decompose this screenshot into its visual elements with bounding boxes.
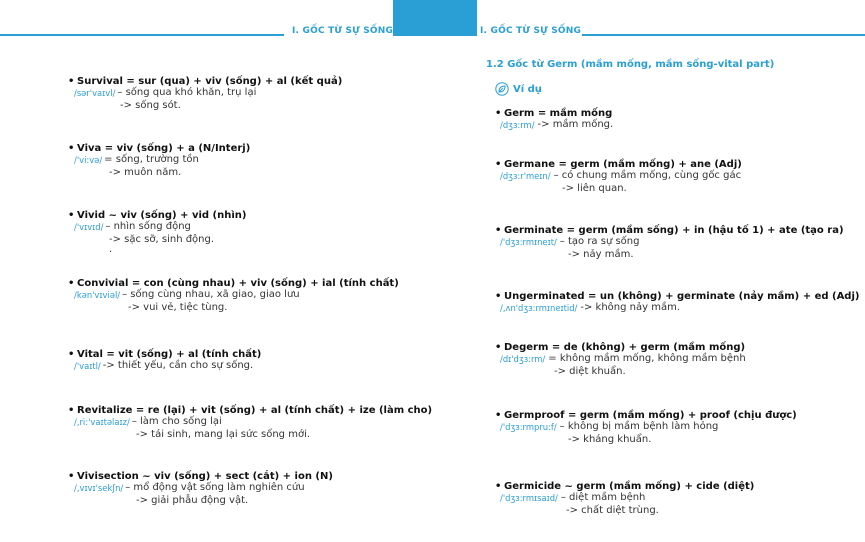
entry-formula: Survival = sur (qua) + viv (sống) + al (kết quả): [77, 76, 343, 87]
entry-meaning: – tạo ra sự sống: [559, 236, 640, 247]
entry-meaning: – làm cho sống lại: [131, 416, 222, 427]
entry-meaning: -> không nảy mầm.: [580, 302, 681, 313]
entry-formula: Vivisection ~ viv (sống) + sect (cắt) + ion (N): [77, 471, 333, 482]
entry-meaning: – nhìn sống động: [105, 221, 191, 232]
entry-vivisection: • Vivisection ~ viv (sống) + sect (cắt) + ion (N) /,vɪvɪ'sekʃn/ – mổ động vật sống làm nghiên cứu -> giải phẫu động vật.: [68, 471, 333, 506]
entry-result: -> vui vẻ, tiệc tùng.: [128, 302, 228, 313]
entry-formula: Germicide ~ germ (mầm mống) + cide (diệt): [504, 481, 755, 492]
entry-ipa: /'dʒɜ:rmɪneɪt/: [500, 237, 557, 247]
entry-convivial: • Convivial = con (cùng nhau) + viv (sống) + ial (tính chất) /kən'vɪviəl/ – sống cùng nhau, xã giao, giao lưu -> vui vẻ, tiệc tùng.: [68, 278, 399, 313]
header-rule-right: [582, 34, 865, 36]
entry-formula: Degerm = de (không) + germ (mầm mống): [504, 342, 746, 353]
entry-meaning: = không mầm mống, không mầm bệnh: [548, 353, 746, 364]
entry-viva: • Viva = viv (sống) + a (N/Interj) /'vi:və/ = sống, trường tồn -> muôn năm.: [68, 143, 251, 178]
entry-result: -> sặc sỡ, sinh động.: [109, 234, 215, 245]
entry-meaning: – sống cùng nhau, xã giao, giao lưu: [122, 289, 300, 300]
entry-result: -> liên quan.: [562, 183, 627, 194]
entry-ungerminated: • Ungerminated = un (không) + germinate (nảy mầm) + ed (Adj) /,ʌn'dʒɜ:rmɪneɪtid/ -> không nảy mầm.: [495, 291, 860, 313]
entry-meaning: – sống qua khó khăn, trụ lại: [117, 87, 257, 98]
entry-survival: • Survival = sur (qua) + viv (sống) + al (kết quả) /sər'vaɪvl/ – sống qua khó khăn, trụ lại -> sống sót.: [68, 76, 343, 111]
entry-meaning: -> thiết yếu, cần cho sự sống.: [102, 360, 254, 371]
entry-result: -> giải phẫu động vật.: [136, 495, 249, 506]
entry-vital: • Vital = vit (sống) + al (tính chất) /'vaɪtl/ -> thiết yếu, cần cho sự sống.: [68, 349, 262, 371]
entry-ipa: /'dʒɜ:rmpru:f/: [500, 422, 557, 432]
entry-formula: Germproof = germ (mầm mống) + proof (chịu được): [504, 410, 797, 421]
section-title: 1.2 Gốc từ Germ (mầm mống, mầm sống-vital part): [486, 59, 775, 70]
entry-ipa: /'vaɪtl/: [74, 361, 101, 371]
entry-formula: Germinate = germ (mầm sống) + in (hậu tố 1) + ate (tạo ra): [504, 225, 844, 236]
entry-ipa: /dʒɜ:rm/: [500, 120, 535, 130]
entry-ipa: /'vɪvɪd/: [74, 222, 104, 232]
entry-result: -> tái sinh, mang lại sức sống mới.: [136, 429, 311, 440]
entry-formula: Vital = vit (sống) + al (tính chất): [77, 349, 262, 360]
entry-result: -> muôn năm.: [109, 167, 182, 178]
entry-germicide: • Germicide ~ germ (mầm mống) + cide (diệt) /'dʒɜ:rmɪsaɪd/ – diệt mầm bệnh -> chất diệt trùng.: [495, 481, 755, 516]
entry-formula: Revitalize = re (lại) + vit (sống) + al (tính chất) + ize (làm cho): [77, 405, 433, 416]
entry-formula: Germ = mầm mống: [504, 108, 613, 119]
header-title-left: I. GỐC TỪ SỰ SỐNG: [292, 26, 394, 36]
entry-germ: • Germ = mầm mống /dʒɜ:rm/ -> mầm mống.: [495, 108, 614, 130]
entry-germane: • Germane = germ (mầm mống) + ane (Adj) /dʒɜ:r'meɪn/ – có chung mầm mống, cùng gốc gác -> liên quan.: [495, 159, 742, 194]
entry-result: -> kháng khuẩn.: [568, 434, 652, 445]
entry-formula: Germane = germ (mầm mống) + ane (Adj): [504, 159, 742, 170]
entry-revitalize: • Revitalize = re (lại) + vit (sống) + al (tính chất) + ize (làm cho) /,ri:'vaɪtəlaɪz/ – làm cho sống lại -> tái sinh, mang lại sức sống mới.: [68, 405, 433, 440]
entry-meaning: -> mầm mống.: [537, 119, 614, 130]
entry-result: -> nảy mầm.: [568, 249, 634, 260]
entry-ipa: /,ʌn'dʒɜ:rmɪneɪtid/: [500, 303, 578, 313]
entry-meaning: – không bị mầm bệnh làm hỏng: [559, 421, 719, 432]
entry-ipa: /dʒɜ:r'meɪn/: [500, 171, 551, 181]
entry-meaning: – có chung mầm mống, cùng gốc gác: [553, 170, 742, 181]
entry-ipa: /kən'vɪviəl/: [74, 290, 121, 300]
header-rule-left: [0, 34, 284, 36]
example-label: Ví dụ: [513, 83, 542, 95]
entry-result: -> sống sót.: [120, 100, 181, 111]
header-tab: [393, 0, 477, 36]
entry-ipa: /dɪ'dʒɜ:rm/: [500, 354, 546, 364]
entry-ipa: /'dʒɜ:rmɪsaɪd/: [500, 493, 558, 503]
entry-meaning: = sống, trường tồn: [104, 154, 199, 165]
entry-result: -> diệt khuẩn.: [554, 366, 626, 377]
entry-extra: .: [109, 244, 113, 255]
entry-ipa: /,ri:'vaɪtəlaɪz/: [74, 417, 130, 427]
entry-ipa: /sər'vaɪvl/: [74, 88, 116, 98]
example-heading: [495, 82, 542, 96]
entry-vivid: • Vivid ~ viv (sống) + vid (nhìn) /'vɪvɪd/ – nhìn sống động -> sặc sỡ, sinh động. .: [68, 210, 247, 255]
entry-formula: Ungerminated = un (không) + germinate (nảy mầm) + ed (Adj): [504, 291, 860, 302]
entry-degerm: • Degerm = de (không) + germ (mầm mống) /dɪ'dʒɜ:rm/ = không mầm mống, không mầm bệnh -> diệt khuẩn.: [495, 342, 746, 377]
leaf-icon: [495, 82, 509, 96]
entry-formula: Convivial = con (cùng nhau) + viv (sống) + ial (tính chất): [77, 278, 399, 289]
entry-germproof: • Germproof = germ (mầm mống) + proof (chịu được) /'dʒɜ:rmpru:f/ – không bị mầm bệnh làm hỏng -> kháng khuẩn.: [495, 410, 797, 445]
entry-formula: Viva = viv (sống) + a (N/Interj): [77, 143, 251, 154]
entry-ipa: /,vɪvɪ'sekʃn/: [74, 483, 124, 493]
entry-meaning: – mổ động vật sống làm nghiên cứu: [125, 482, 305, 493]
header-title-right: I. GỐC TỪ SỰ SỐNG: [480, 26, 582, 36]
entry-result: -> chất diệt trùng.: [566, 505, 659, 516]
entry-germinate: • Germinate = germ (mầm sống) + in (hậu tố 1) + ate (tạo ra) /'dʒɜ:rmɪneɪt/ – tạo ra sự sống -> nảy mầm.: [495, 225, 844, 260]
entry-meaning: – diệt mầm bệnh: [560, 492, 646, 503]
entry-ipa: /'vi:və/: [74, 155, 103, 165]
entry-formula: Vivid ~ viv (sống) + vid (nhìn): [77, 210, 247, 221]
